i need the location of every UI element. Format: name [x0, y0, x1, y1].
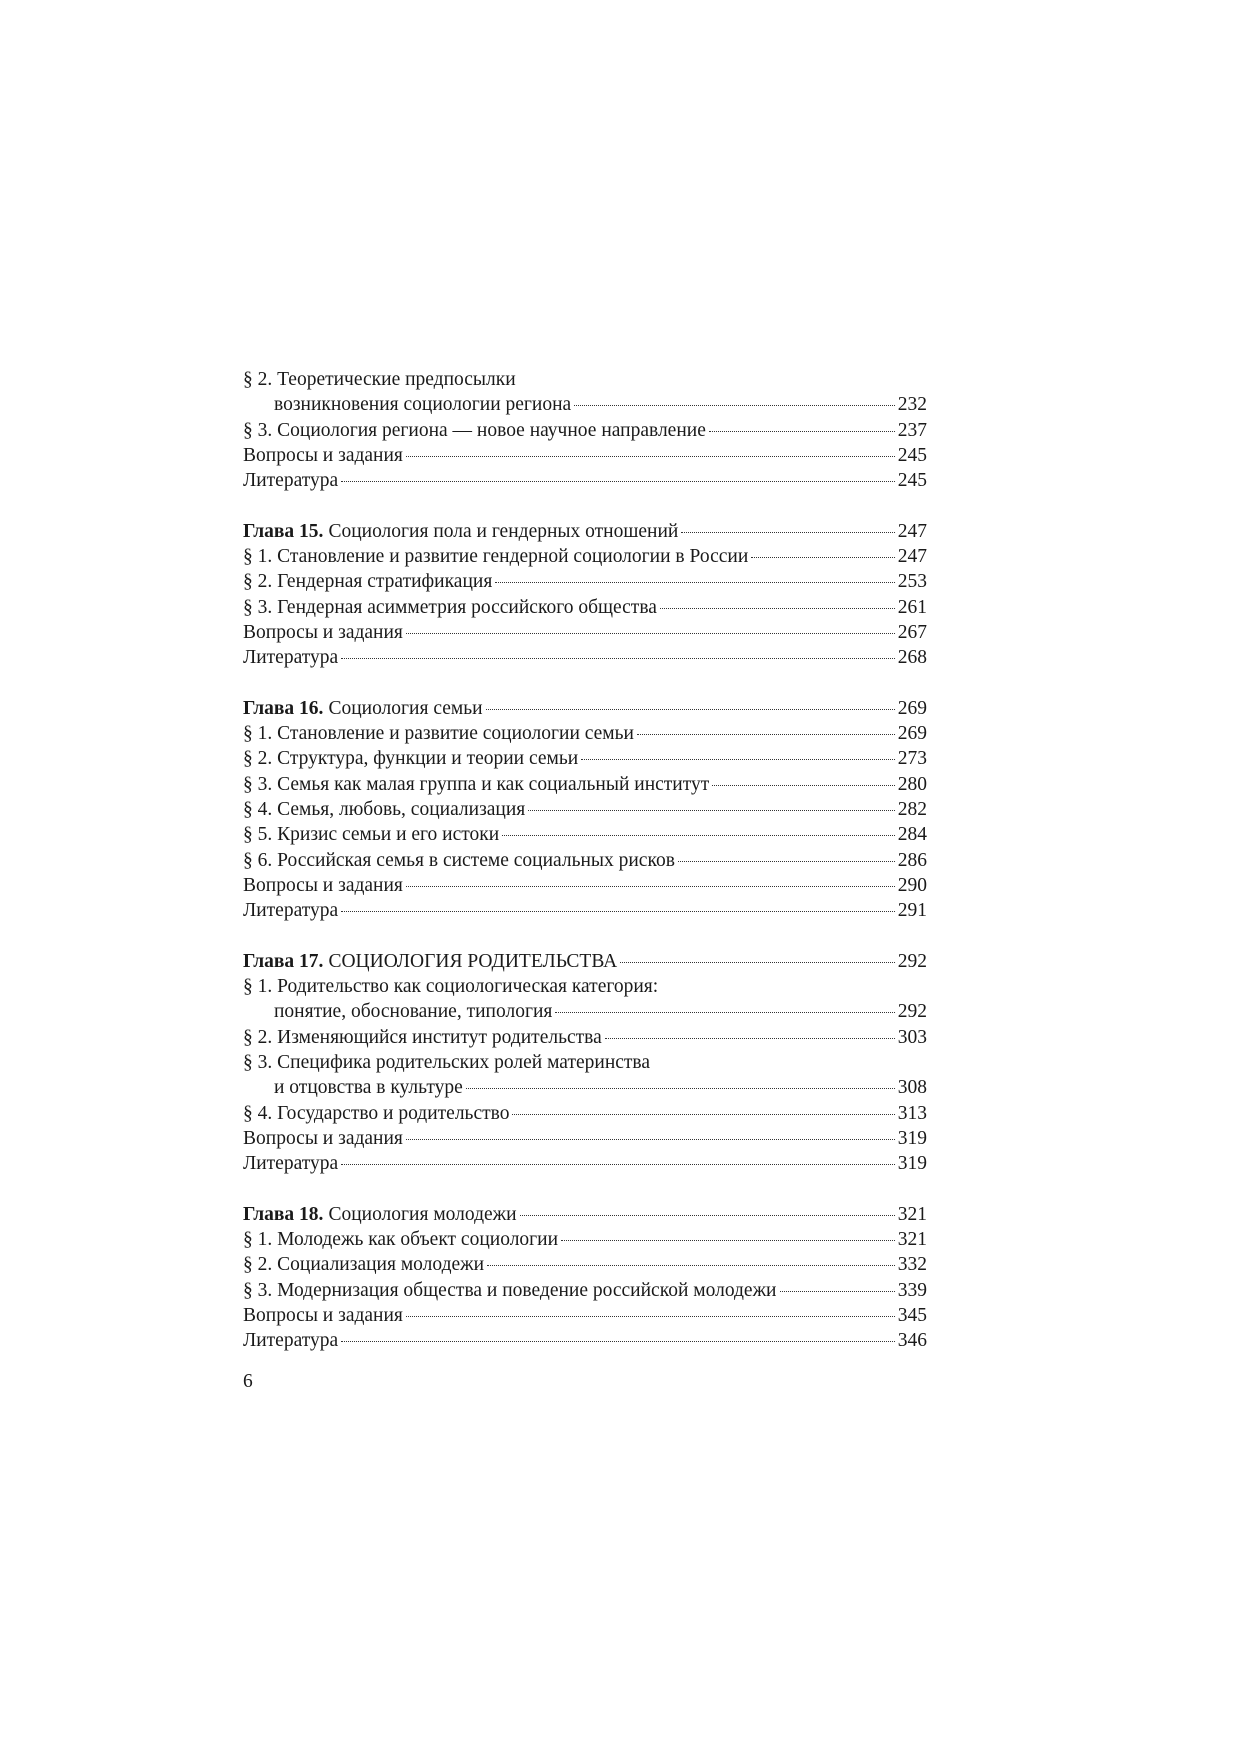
- page-ref: 267: [897, 621, 927, 643]
- toc-entry: [243, 1025, 927, 1050]
- page-ref: 345: [897, 1304, 927, 1326]
- entry-title: понятие, обоснование, типология: [274, 1001, 553, 1023]
- toc-entry: [243, 1050, 927, 1075]
- toc-entry: [243, 443, 927, 468]
- dot-leader: [660, 608, 895, 609]
- toc-entry: [243, 620, 927, 645]
- entry-title: Литература: [243, 647, 339, 669]
- toc-entry: [243, 898, 927, 923]
- entry-title: Социология пола и гендерных отношений: [328, 520, 679, 542]
- toc-entry: [243, 1075, 927, 1100]
- entry-title: § 4. Государство и родительство: [243, 1102, 510, 1124]
- toc-entry: [243, 645, 927, 670]
- entry-title: Вопросы и задания: [243, 1304, 403, 1326]
- entry-title: § 3. Специфика родительских ролей материнства: [243, 1052, 651, 1074]
- entry-title: и отцовства в культуре: [274, 1077, 463, 1099]
- entry-title: Социология семьи: [328, 697, 483, 719]
- page-ref: 290: [897, 874, 927, 896]
- dot-leader: [406, 456, 895, 457]
- dot-leader: [637, 734, 895, 735]
- entry-title: § 1. Становление и развитие гендерной социологии в России: [243, 546, 749, 568]
- dot-leader: [406, 886, 895, 887]
- entry-title: Литература: [243, 470, 339, 492]
- entry-title: Вопросы и задания: [243, 1127, 403, 1149]
- chapter-label: Глава 17.: [243, 950, 324, 972]
- entry-title: § 4. Семья, любовь, социализация: [243, 799, 526, 821]
- entry-title: § 1. Становление и развитие социологии семьи: [243, 723, 634, 745]
- dot-leader: [751, 557, 894, 558]
- toc-chapter-entry: [243, 519, 927, 544]
- toc-entry: [243, 1126, 927, 1151]
- page-ref: 321: [897, 1203, 927, 1225]
- toc-entry: [243, 1101, 927, 1126]
- dot-leader: [581, 759, 895, 760]
- page-ref: 286: [897, 849, 927, 871]
- entry-title: § 3. Гендерная асимметрия российского общества: [243, 596, 657, 618]
- dot-leader: [555, 1012, 894, 1013]
- toc-entry: [243, 569, 927, 594]
- dot-leader: [512, 1114, 894, 1115]
- dot-leader: [574, 405, 895, 406]
- dot-leader: [709, 431, 895, 432]
- dot-leader: [681, 532, 894, 533]
- dot-leader: [678, 861, 895, 862]
- dot-leader: [406, 1139, 895, 1140]
- page-ref: 237: [897, 419, 927, 441]
- toc-entry: [243, 1278, 927, 1303]
- chapter-label: Глава 16.: [243, 697, 324, 719]
- section-gap: [243, 924, 927, 949]
- page-number: 6: [243, 1371, 253, 1392]
- entry-title: Литература: [243, 1153, 339, 1175]
- dot-leader: [502, 835, 895, 836]
- page-ref: 245: [897, 470, 927, 492]
- page-ref: 232: [897, 394, 927, 416]
- page-ref: 273: [897, 748, 927, 770]
- page-ref: 339: [897, 1279, 927, 1301]
- entry-title: § 3. Семья как малая группа и как социальный институт: [243, 773, 710, 795]
- dot-leader: [528, 810, 894, 811]
- page-ref: 308: [897, 1077, 927, 1099]
- dot-leader: [341, 1341, 895, 1342]
- entry-title: § 5. Кризис семьи и его истоки: [243, 824, 500, 846]
- dot-leader: [341, 481, 895, 482]
- page-ref: 268: [897, 647, 927, 669]
- page-ref: 292: [897, 950, 927, 972]
- dot-leader: [561, 1240, 895, 1241]
- dot-leader: [466, 1088, 895, 1089]
- dot-leader: [487, 1265, 895, 1266]
- entry-title: § 2. Теоретические предпосылки: [243, 369, 516, 390]
- page-ref: 332: [897, 1254, 927, 1276]
- dot-leader: [712, 785, 894, 786]
- toc-entry: [243, 974, 927, 999]
- page-ref: 319: [897, 1127, 927, 1149]
- page-ref: 245: [897, 444, 927, 466]
- toc-entry: [243, 1252, 927, 1277]
- toc-entry: [243, 544, 927, 569]
- entry-title: § 2. Изменяющийся институт родительства: [243, 1026, 602, 1048]
- dot-leader: [620, 962, 895, 963]
- toc-entry: [243, 392, 927, 417]
- entry-title: § 2. Структура, функции и теории семьи: [243, 748, 579, 770]
- toc-entry: [243, 1151, 927, 1176]
- entry-title: § 2. Социализация молодежи: [243, 1254, 485, 1276]
- table-of-contents: [243, 367, 927, 1354]
- toc-entry: [243, 1328, 927, 1353]
- toc-entry: [243, 746, 927, 771]
- page-ref: 269: [897, 697, 927, 719]
- section-gap: [243, 493, 927, 518]
- chapter-label: Глава 15.: [243, 520, 324, 542]
- dot-leader: [520, 1215, 895, 1216]
- toc-entry: [243, 721, 927, 746]
- chapter-label: Глава 18.: [243, 1203, 324, 1225]
- toc-chapter-entry: [243, 1202, 927, 1227]
- page-ref: 253: [897, 571, 927, 593]
- toc-entry: [243, 797, 927, 822]
- toc-entry: [243, 595, 927, 620]
- page-ref: 284: [897, 824, 927, 846]
- page-ref: 319: [897, 1153, 927, 1175]
- entry-title: Литература: [243, 900, 339, 922]
- toc-entry: [243, 1303, 927, 1328]
- dot-leader: [406, 1316, 895, 1317]
- toc-entry: [243, 367, 927, 392]
- page-ref: 346: [897, 1330, 927, 1352]
- dot-leader: [341, 911, 895, 912]
- entry-title: СОЦИОЛОГИЯ РОДИТЕЛЬСТВА: [328, 950, 618, 972]
- section-gap: [243, 671, 927, 696]
- toc-entry: [243, 418, 927, 443]
- toc-entry: [243, 999, 927, 1024]
- entry-title: § 1. Родительство как социологическая категория:: [243, 976, 659, 998]
- page-ref: 313: [897, 1102, 927, 1124]
- page-ref: 291: [897, 900, 927, 922]
- dot-leader: [406, 633, 895, 634]
- entry-title: возникновения социологии региона: [274, 394, 572, 416]
- entry-title: Вопросы и задания: [243, 621, 403, 643]
- page-ref: 261: [897, 596, 927, 618]
- entry-title: Вопросы и задания: [243, 444, 403, 466]
- entry-title: § 3. Социология региона — новое научное направление: [243, 419, 706, 441]
- page-ref: 280: [897, 773, 927, 795]
- dot-leader: [341, 1164, 895, 1165]
- entry-title: Вопросы и задания: [243, 874, 403, 896]
- dot-leader: [486, 709, 895, 710]
- toc-chapter-entry: [243, 696, 927, 721]
- entry-title: Социология молодежи: [328, 1203, 517, 1225]
- dot-leader: [605, 1038, 895, 1039]
- toc-entry: [243, 822, 927, 847]
- entry-title: § 2. Гендерная стратификация: [243, 571, 493, 593]
- dot-leader: [780, 1291, 895, 1292]
- page-ref: 247: [897, 546, 927, 568]
- toc-entry: [243, 873, 927, 898]
- toc-entry: [243, 848, 927, 873]
- toc-entry: [243, 1227, 927, 1252]
- toc-entry: [243, 468, 927, 493]
- page-ref: 282: [897, 799, 927, 821]
- dot-leader: [341, 658, 895, 659]
- page-ref: 303: [897, 1026, 927, 1048]
- toc-chapter-entry: [243, 949, 927, 974]
- section-gap: [243, 1177, 927, 1202]
- page-ref: 292: [897, 1001, 927, 1023]
- entry-title: Литература: [243, 1330, 339, 1352]
- page-ref: 269: [897, 723, 927, 745]
- page-ref: 321: [897, 1229, 927, 1251]
- entry-title: § 1. Молодежь как объект социологии: [243, 1229, 559, 1251]
- page-ref: 247: [897, 520, 927, 542]
- entry-title: § 3. Модернизация общества и поведение российской молодежи: [243, 1279, 777, 1301]
- entry-title: § 6. Российская семья в системе социальных рисков: [243, 849, 675, 871]
- toc-entry: [243, 772, 927, 797]
- dot-leader: [495, 582, 894, 583]
